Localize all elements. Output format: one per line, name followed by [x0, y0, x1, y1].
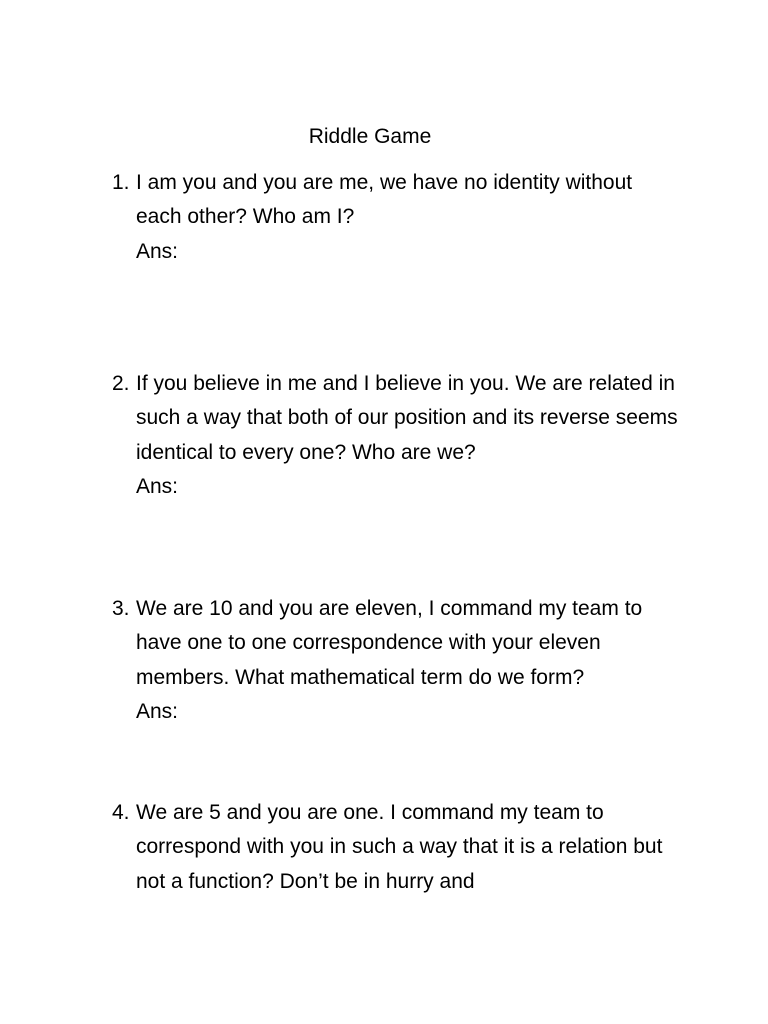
riddle-number: 3. [112, 597, 130, 620]
riddle-number: 4. [112, 801, 130, 824]
riddle-question: If you believe in me and I believe in you. We are related in such a way that both of our position and its reverse seems identical to every one? Who are we? [136, 372, 678, 464]
riddle-item-2 [112, 367, 682, 504]
riddle-item-3 [112, 592, 682, 729]
riddle-item-4 [112, 796, 682, 899]
riddle-question: I am you and you are me, we have no identity without each other? Who am I? [136, 171, 633, 229]
riddle-question: We are 5 and you are one. I command my team to correspond with you in such a way that it is a relation but not a function? Don’t be in hurry and [136, 801, 663, 893]
riddle-number: 1. [112, 171, 130, 194]
document-title: Riddle Game [308, 125, 432, 148]
riddle-number: 2. [112, 372, 130, 395]
answer-label: Ans: [136, 474, 179, 498]
answer-label: Ans: [136, 699, 179, 723]
answer-label: Ans: [136, 239, 179, 263]
riddle-item-1 [112, 166, 682, 269]
riddle-question: We are 10 and you are eleven, I command my team to have one to one correspondence with your eleven members. What mathematical term do we form? [136, 597, 643, 689]
